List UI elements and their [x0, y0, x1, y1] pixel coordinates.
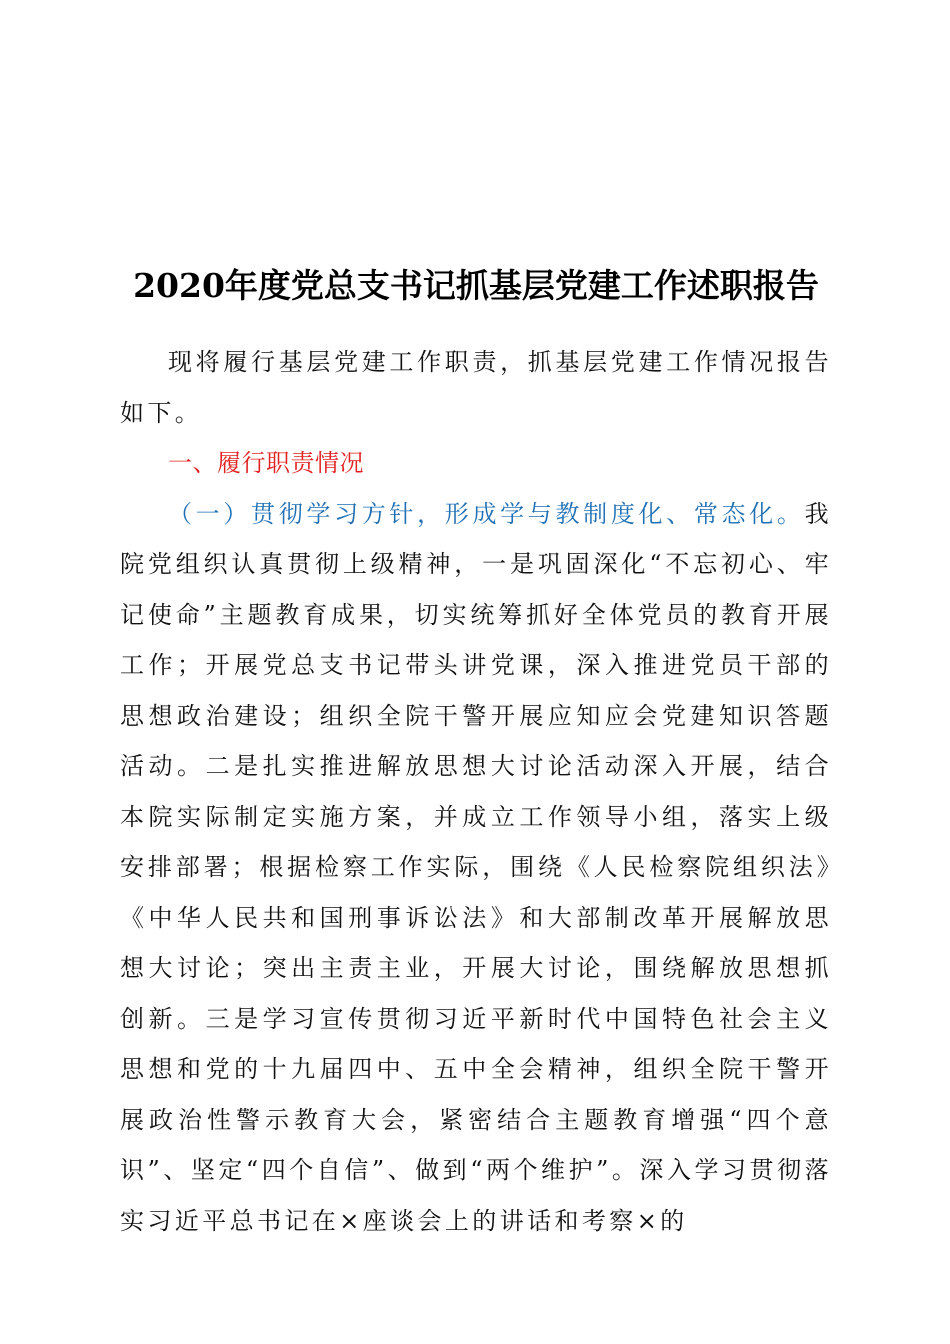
sub-heading: （一）贯彻学习方针，形成学与教制度化、常态化。	[168, 499, 805, 528]
paragraph-text: 我院党组织认真贯彻上级精神，一是巩固深化“不忘初心、牢记使命”主题教育成果，切实统筹抓好全体党员的教育开展工作；开展党总支书记带头讲党课，深入推进党员干部的思想政治建设；组织全院干警开展应知应会党建知识答题活动。二是扎实推进解放思想大讨论活动深入开展，结合本院实际制定实施方案，并成立工作领导小组，落实上级安排部署；根据检察工作实际，围绕《人民检察院组织法》《中华人民共和国刑事诉讼法》和大部制改革开展解放思想大讨论；突出主责主业，开展大讨论，围绕解放思想抓创新。三是学习宣传贯彻习近平新时代中国特色社会主义思想和党的十九届四中、五中全会精神，组织全院干警开展政治性警示教育大会，紧密结合主题教育增强“四个意识”、坚定“四个自信”、做到“两个维护”。深入学习贯彻落实习近平总书记在×座谈会上的讲话和考察×的	[120, 499, 832, 1235]
section-heading: 一、履行职责情况	[168, 449, 364, 477]
document-title: 2020年度党总支书记抓基层党建工作述职报告	[133, 266, 819, 305]
document-body	[120, 337, 832, 1246]
intro-paragraph: 现将履行基层党建工作职责，抓基层党建工作情况报告如下。	[120, 348, 832, 427]
section-paragraph	[120, 489, 832, 1247]
